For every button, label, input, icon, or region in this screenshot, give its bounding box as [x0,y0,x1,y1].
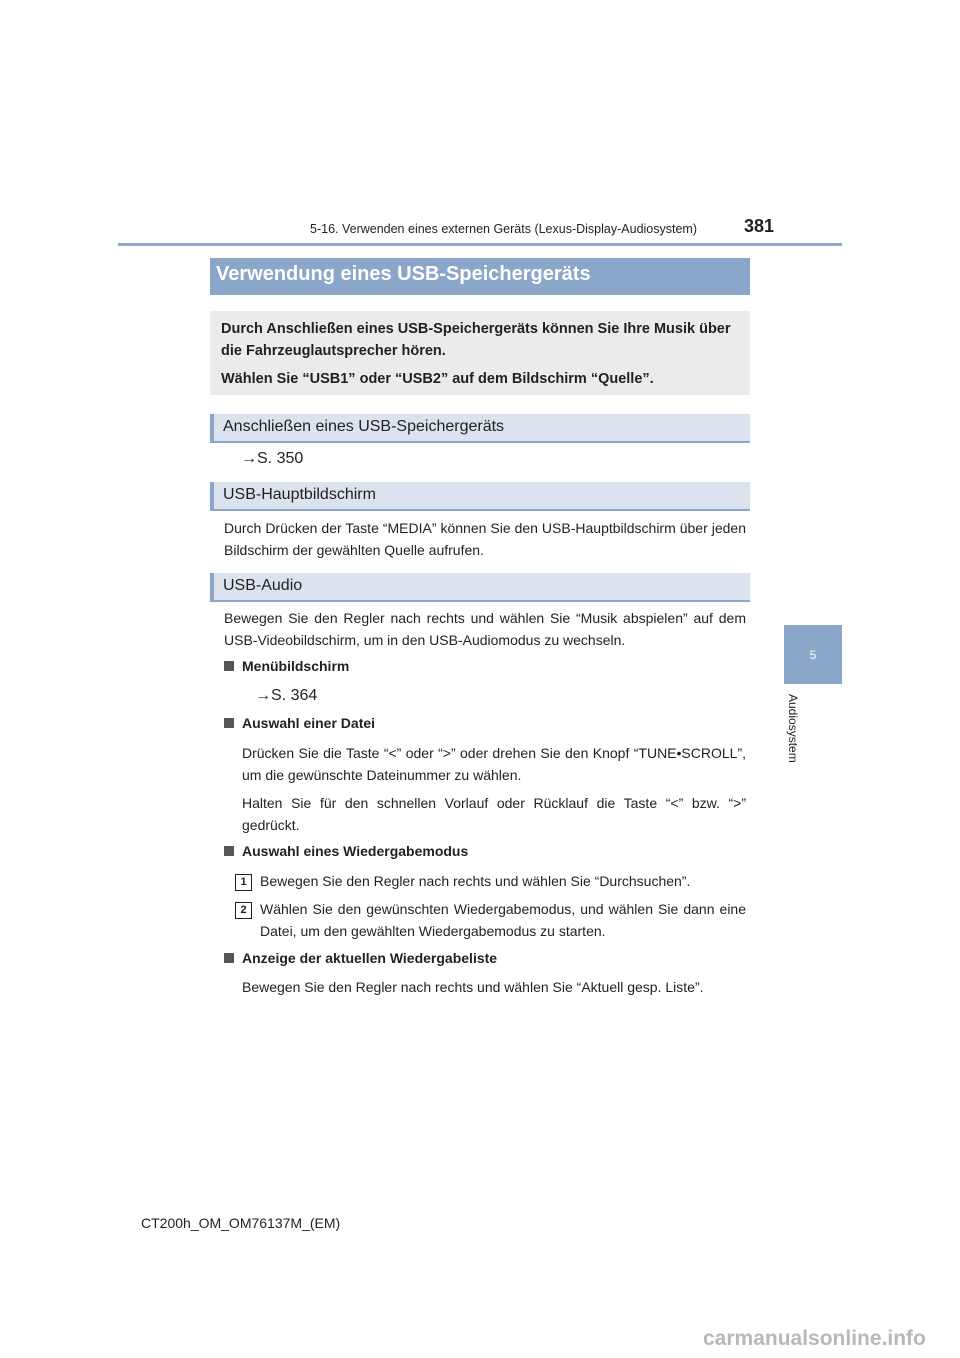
intro-line-1: Durch Anschließen eines USB-Speichergeräts können Sie Ihre Musik über die Fahrzeuglautsprecher hören. [221,321,731,359]
intro-box [210,311,750,395]
chapter-side-label-wrap [786,694,869,763]
chapter-tab-number: 5 [809,647,817,662]
chapter-header: 5-16. Verwenden eines externen Geräts (Lexus-Display-Audiosystem) [310,222,697,236]
bullet-current-list [224,950,497,966]
connect-ref-link[interactable]: →S. 350 [241,450,304,467]
file-select-text-2: Halten Sie für den schnellen Vorlauf oder Rücklauf die Taste “<” bzw. “>” gedrückt. [242,795,746,833]
usb-audio-text: Bewegen Sie den Regler nach rechts und wählen Sie “Musik abspielen” auf dem USB-Videobildschirm, um in den USB-Audiomodus zu wechseln. [224,610,746,648]
current-list-text: Bewegen Sie den Regler nach rechts und wählen Sie “Aktuell gesp. Liste”. [242,979,704,995]
bullet-square-icon [224,718,234,728]
step-number: 2 [235,902,252,919]
page-title: Verwendung eines USB-Speichergeräts [210,258,750,295]
menu-ref-link[interactable]: →S. 364 [255,687,318,704]
bullet-file-select-label: Auswahl einer Datei [242,715,376,731]
section-heading-connect: Anschließen eines USB-Speichergeräts [210,414,750,442]
step-2-text: Wählen Sie den gewünschten Wiedergabemodus, und wählen Sie dann eine Datei, um den gewählten Wiedergabemodus zu starten. [260,901,746,939]
step-1-badge [235,872,252,891]
document-code: CT200h_OM_OM76137M_(EM) [141,1215,341,1231]
step-number: 1 [235,874,252,891]
bullet-square-icon [224,846,234,856]
bullet-menu-screen-label: Menübildschirm [242,658,350,674]
bullet-current-list-label: Anzeige der aktuellen Wiedergabeliste [242,950,498,966]
chapter-tab[interactable] [784,625,842,684]
file-select-text-1: Drücken Sie die Taste “<” oder “>” oder drehen Sie den Knopf “TUNE•SCROLL”, um die gewünschte Dateinummer zu wählen. [242,745,746,783]
bullet-file-select [224,715,375,731]
page-number: 381 [744,216,775,236]
section-heading-main-screen: USB-Hauptbildschirm [210,482,750,510]
header-divider [118,243,842,246]
chapter-side-label: Audiosystem [786,694,800,763]
main-screen-text: Durch Drücken der Taste “MEDIA” können Sie den USB-Hauptbildschirm über jeden Bildschirm der gewählten Quelle aufrufen. [224,520,746,558]
bullet-play-mode-label: Auswahl eines Wiedergabemodus [242,843,469,859]
bullet-square-icon [224,661,234,671]
step-2-badge [235,900,252,919]
bullet-play-mode [224,843,468,859]
step-1-text: Bewegen Sie den Regler nach rechts und wählen Sie “Durchsuchen”. [260,873,691,889]
bullet-square-icon [224,953,234,963]
intro-line-2: Wählen Sie “USB1” oder “USB2” auf dem Bildschirm “Quelle”. [221,371,654,387]
watermark: carmanualsonline.info [703,1327,926,1350]
bullet-menu-screen [224,658,349,674]
section-heading-usb-audio: USB-Audio [210,573,750,601]
